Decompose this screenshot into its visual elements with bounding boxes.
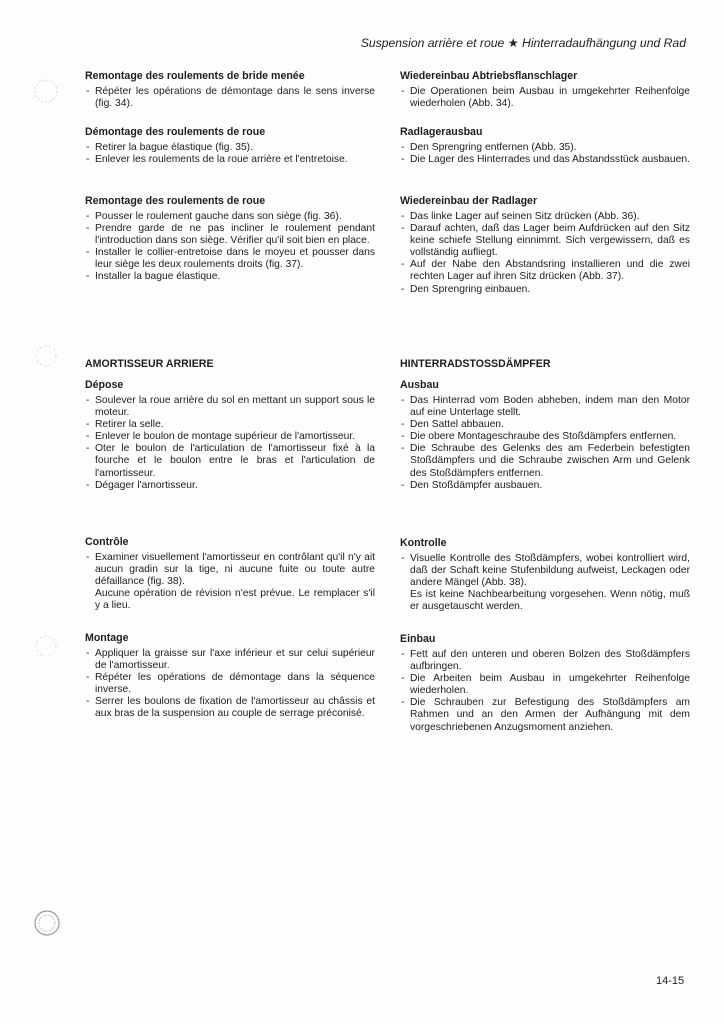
chapter-heading: AMORTISSEUR ARRIERE — [85, 358, 214, 370]
list-item: - Pousser le roulement gauche dans son siège (fig. 36). — [85, 211, 375, 223]
list-item: - Enlever les roulements de la roue arrière et l'entretoise. — [85, 154, 375, 166]
de-section-radlagerausbau — [400, 126, 690, 166]
section-heading: Ausbau — [400, 379, 439, 391]
section-heading: Radlagerausbau — [400, 126, 483, 138]
fr-section-amortisseur — [85, 358, 375, 492]
list-item: - Die Lager des Hinterrades und das Abstandsstück ausbauen. — [400, 154, 690, 166]
section-heading: Montage — [85, 632, 129, 644]
de-section-kontrolle — [400, 537, 690, 613]
list-item: - Retirer la selle. — [85, 419, 375, 431]
fr-section-demontage — [85, 126, 375, 166]
punch-hole-icon — [32, 908, 62, 938]
punch-hole-icon — [33, 78, 59, 104]
fr-section-bride — [85, 70, 375, 110]
list-item: - Installer le collier-entretoise dans le moyeu et pousser dans leur siège les deux roulements droits (fig. 37). — [85, 247, 375, 271]
list-item: - Serrer les boulons de fixation de l'amortisseur au châssis et aux bras de la suspension au couple de serrage préconisé. — [85, 696, 375, 720]
list-item: - Auf der Nabe den Abstandsring installieren und die zwei rechten Lager auf ihren Sitz drücken (Abb. 37). — [400, 259, 690, 283]
list-item: - Den Sprengring entfernen (Abb. 35). — [400, 142, 690, 154]
list-item: - Répéter les opérations de démontage dans la séquence inverse. — [85, 672, 375, 696]
list-item: - Fett auf den unteren und oberen Bolzen des Stoßdämpfers aufbringen. — [400, 649, 690, 673]
list-item: - Die Operationen beim Ausbau in umgekehrter Reihenfolge wiederholen (Abb. 34). — [400, 86, 690, 110]
section-heading: Remontage des roulements de bride menée — [85, 70, 305, 82]
page-number: 14-15 — [656, 975, 685, 987]
list-item: - Darauf achten, daß das Lager beim Aufdrücken auf den Sitz keine schiefe Stellung einnimmt. Sich vergewissern, daß es vollständig aufliegt. — [400, 223, 690, 259]
punch-hole-icon — [33, 633, 59, 659]
section-heading: Remontage des roulements de roue — [85, 195, 266, 207]
running-header: Suspension arrière et roue ★ Hinterradaufhängung und Rad — [360, 36, 686, 50]
chapter-heading: HINTERRADSTOSSDÄMPFER — [400, 358, 551, 370]
de-section-abtriebsflansch — [400, 70, 690, 110]
section-heading: Einbau — [400, 633, 436, 645]
section-heading: Démontage des roulements de roue — [85, 126, 266, 138]
punch-hole-icon — [33, 343, 59, 369]
list-item: - Retirer la bague élastique (fig. 35). — [85, 142, 375, 154]
list-item: - Répéter les opérations de démontage dans le sens inverse (fig. 34). — [85, 86, 375, 110]
list-item: - Den Stoßdämpfer ausbauen. — [400, 480, 690, 492]
list-item: - Installer la bague élastique. — [85, 271, 375, 283]
list-item: - Das Hinterrad vom Boden abheben, indem man den Motor auf eine Unterlage stellt. — [400, 395, 690, 419]
de-section-stossdaempfer — [400, 358, 690, 492]
list-item: - Soulever la roue arrière du sol en mettant un support sous le moteur. — [85, 395, 375, 419]
list-item: - Die obere Montageschraube des Stoßdämpfers entfernen. — [400, 431, 690, 443]
list-item: - Oter le boulon de l'articulation de l'amortisseur fixé à la fourche et le boulon entre le bras et l'articulation de l'amortisseur. — [85, 443, 375, 479]
note-text: Aucune opération de révision n'est prévue. Le remplacer s'il y a lieu. — [95, 588, 375, 612]
list-item: - Die Schrauben zur Befestigung des Stoßdämpfers am Rahmen und an den Armen der Aufhängung mit dem vorgeschriebenen Anzugsmoment anziehen. — [400, 697, 690, 733]
list-item: - Das linke Lager auf seinen Sitz drücken (Abb. 36). — [400, 211, 690, 223]
section-heading: Kontrolle — [400, 537, 447, 549]
de-section-radlagereinbau — [400, 195, 690, 296]
section-heading: Wiedereinbau Abtriebsflanschlager — [400, 70, 578, 82]
section-heading: Wiedereinbau der Radlager — [400, 195, 538, 207]
list-item: - Visuelle Kontrolle des Stoßdämpfers, wobei kontrolliert wird, daß der Schaft keine Stufenbildung aufweist, Leckagen oder andere Mängel (Abb. 38). — [400, 553, 690, 589]
list-item: - Den Sprengring einbauen. — [400, 284, 690, 296]
list-item: - Prendre garde de ne pas incliner le roulement pendant l'introduction dans son siège. Vérifier qu'il soit bien en place. — [85, 223, 375, 247]
list-item: - Die Schraube des Gelenks des am Federbein befestigten Stoßdämpfers und die Schraube zwischen Arm und Gelenk des Stoßdämpfers entfernen. — [400, 443, 690, 479]
list-item: - Dégager l'amortisseur. — [85, 480, 375, 492]
section-heading: Dépose — [85, 379, 124, 391]
note-text: Es ist keine Nachbearbeitung vorgesehen. Wenn nötig, muß er ausgetauscht werden. — [410, 589, 690, 613]
list-item: - Examiner visuellement l'amortisseur en contrôlant qu'il n'y ait aucun gradin sur la tige, ni aucune fuite ou toute autre défaillance (fig. 38). — [85, 552, 375, 588]
list-item: - Enlever le boulon de montage supérieur de l'amortisseur. — [85, 431, 375, 443]
list-item: - Die Arbeiten beim Ausbau in umgekehrter Reihenfolge wiederholen. — [400, 673, 690, 697]
section-heading: Contrôle — [85, 536, 129, 548]
fr-section-remontage — [85, 195, 375, 284]
list-item: - Appliquer la graisse sur l'axe inférieur et sur celui supérieur de l'amortisseur. — [85, 648, 375, 672]
fr-section-montage — [85, 632, 375, 721]
list-item: - Den Sattel abbauen. — [400, 419, 690, 431]
fr-section-controle — [85, 536, 375, 612]
de-section-einbau — [400, 633, 690, 734]
